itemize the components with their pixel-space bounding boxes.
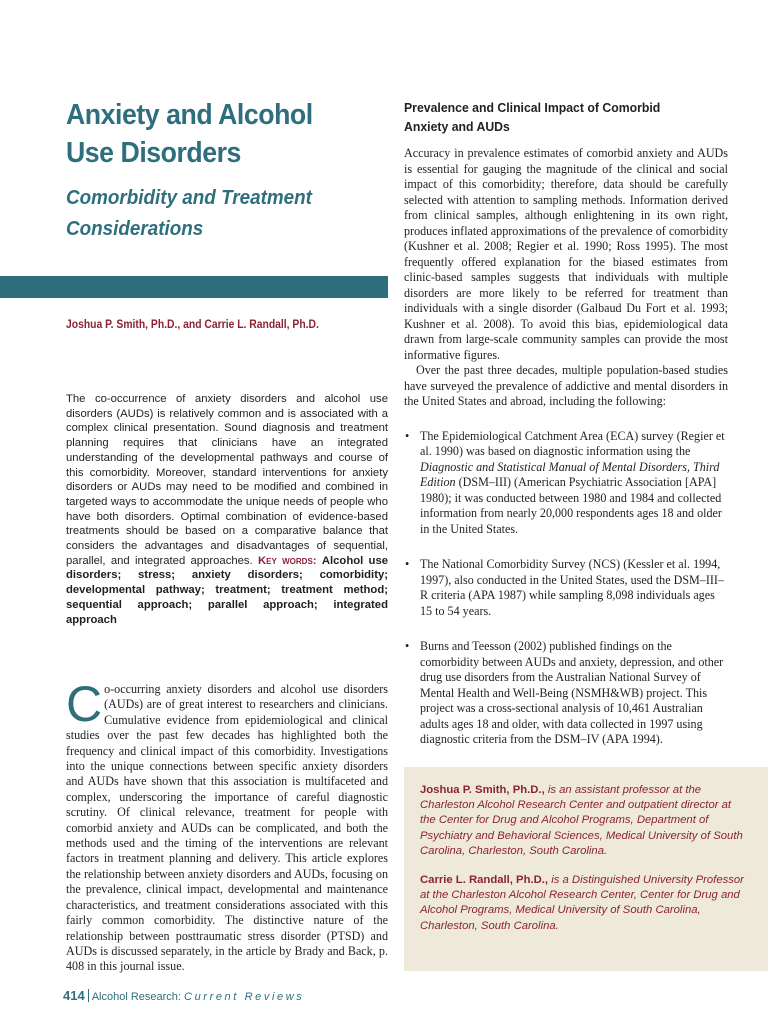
- survey-list: [404, 429, 728, 748]
- author-line: Joshua P. Smith, Ph.D., and Carrie L. Randall, Ph.D.: [66, 319, 319, 331]
- article-subtitle: Comorbidity and Treatment Considerations: [66, 186, 312, 240]
- page-footer: [63, 988, 304, 1003]
- section-heading: Prevalence and Clinical Impact of Comorbid Anxiety and AUDs: [404, 100, 661, 134]
- drop-cap: C: [66, 676, 103, 732]
- paragraph: Over the past three decades, multiple population-based studies have surveyed the prevalence of addictive and mental disorders in the United States and abroad, including the following:: [404, 363, 728, 408]
- footer-divider: [88, 989, 89, 1002]
- bio-name: Carrie L. Randall, Ph.D.,: [420, 874, 549, 887]
- journal-series: Current Reviews: [184, 991, 305, 1003]
- abstract-text: The co-occurrence of anxiety disorders and alcohol use disorders (AUDs) is relatively common and is associated with a complex clinical presentation. Sound diagnosis and treatment planning requires that clinicians have an integrated understanding of the developmental pathways and course of this comorbidity. Moreover, standard interventions for anxiety disorders or AUDs may need to be modified and combined in targeted ways to accommodate the unique needs of people who have both disorders. Optimal combination of evidence-based treatments should be based on a comparative balance that considers the advantages and disadvantages of sequential, parallel, and integrated approaches.: [66, 393, 388, 567]
- list-item-text: (DSM–III) (American Psychiatric Association [APA] 1980); it was conducted between 1980 and 1984 and collected information from nearly 20,000 respondents ages 18 and older in the United States.: [420, 475, 722, 536]
- right-column: [404, 146, 728, 768]
- bullet-icon: •: [405, 557, 410, 571]
- bullet-icon: •: [405, 639, 410, 653]
- list-item-text: The National Comorbidity Survey (NCS) (Kessler et al. 1994, 1997), also conducted in the United States, used the DSM–III–R criteria (APA 1987) while sampling 8,098 individuals ages 15 to 54 years.: [420, 557, 724, 618]
- list-item-text: Burns and Teesson (2002) published findings on the comorbidity between AUDs and anxiety, depression, and other drug use disorders from the Australian National Survey of Mental Health and Well-Being (NSMH&WB) project. This project was a cross-sectional analysis of 10,461 Australian adults ages 18 and older, with data collected in 1997 using diagnostic criteria from the DSM–IV (APA 1994).: [420, 639, 724, 746]
- list-item: [404, 557, 728, 619]
- abstract: [66, 392, 388, 627]
- keywords-label: Key words:: [258, 554, 317, 567]
- journal-name: Alcohol Research:: [91, 991, 181, 1003]
- list-item-italic: Diagnostic and Statistical Manual of Mental Disorders, Third Edition: [420, 459, 720, 489]
- intro-paragraph: [66, 676, 388, 975]
- bio-text: is a Distinguished University Professor at the Charleston Alcohol Research Center, Center for Drug and Alcohol Programs, Medical University of South Carolina, Charleston, South Carolina.: [420, 874, 744, 932]
- author-bio: [420, 783, 748, 859]
- bullet-icon: •: [405, 428, 410, 443]
- keywords: Alcohol use disorders; stress; anxiety disorders; comorbidity; developmental pathway; treatment; treatment method; sequential approach; parallel approach; integrated approach: [66, 554, 389, 626]
- intro-text: o-occurring anxiety disorders and alcohol use disorders (AUDs) are of great interest to researchers and clinicians. Cumulative evidence from epidemiological and clinical studies over the past few decades has highlighted both the frequency and clinical impact of this comorbidity. Investigations into the unique connections between specific anxiety disorders and AUDs have shown that this association is multifaceted and complex, underscoring the importance of careful diagnostic scrutiny. Of clinical relevance, treatment for people with comorbid anxiety and AUDs can be complicated, and both the methods used and the timing of the interventions are relevant factors in treatment planning and delivery. This article explores the relationship between anxiety disorders and AUDs, focusing on the prevalence, clinical impact, developmental and maintenance characteristics, and treatment considerations associated with this fairly common comorbidity. The distinctive nature of the relationship between posttraumatic stress disorder (PTSD) and AUDs is discussed separately, in the article by Brady and Back, p. 408 in this journal issue.: [66, 682, 388, 974]
- list-item-text: The Epidemiological Catchment Area (ECA) survey (Regier et al. 1990) was based on diagnostic information using the: [420, 428, 725, 458]
- list-item: [404, 639, 728, 748]
- page-number: 414: [63, 988, 85, 1003]
- list-item: [404, 429, 728, 538]
- author-bio-box: [404, 767, 768, 971]
- title-band: [0, 276, 388, 298]
- bio-text: is an assistant professor at the Charleston Alcohol Research Center and outpatient director at the Center for Drug and Alcohol Programs, Department of Psychiatry and Behavioral Sciences, Medical University of South Carolina, Charleston, South Carolina.: [420, 784, 743, 857]
- bio-name: Joshua P. Smith, Ph.D.,: [420, 784, 545, 796]
- author-bio: [420, 873, 748, 934]
- article-title: Anxiety and Alcohol Use Disorders: [66, 99, 313, 169]
- paragraph: Accuracy in prevalence estimates of comorbid anxiety and AUDs is essential for gauging the magnitude of the clinical and social impact of this comorbidity; therefore, data should be carefully selected with attention to sampling methods. Information derived from clinical samples, although enlightening in its own right, produces inflated approximations of the prevalence of comorbidity (Kushner et al. 2008; Regier et al. 1990; Ross 1995). The most frequently offered explanation for the biased estimates from clinic-based samples suggests that individuals with multiple disorders are more likely to be referred for treatment than individuals with a single disorder (Galbaud Du Fort et al. 1993; Kushner et al. 2008). To avoid this bias, epidemiological data drawn from large-scale community samples can provide the most informative figures.: [404, 146, 728, 362]
